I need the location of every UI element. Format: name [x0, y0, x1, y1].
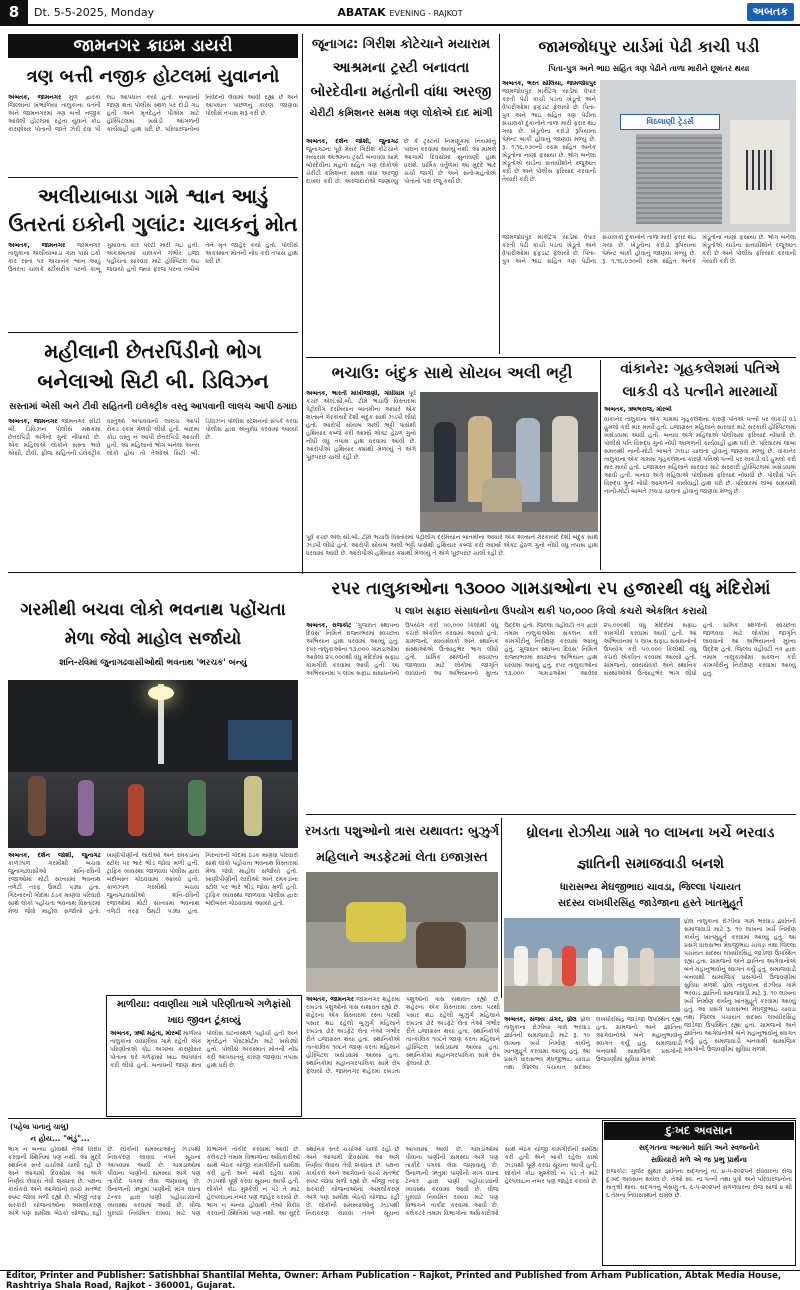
maliya-suicide-body — [110, 1030, 298, 1114]
column-divider — [501, 818, 502, 998]
shop-shutter-photo — [600, 80, 796, 232]
article-text: મુળ દ્વારકા જિલ્લાના ખંભાળિયા તાલુકાના વતની અને જામનગરમાં ત્રણ બત્તી નજીક આવેલી હોટલમાં રહેતા યુવાને કોઇ કારણોસર પોતાની જાતે ઝેરી દવા પી લઇ આપઘાત કર્યો હતો. બનાવની જાણ થતા પોલીસ સ્થળ પર દોડી ગઇ હતી અને મૃતદેહને પીએમ માટે હોસ્પિટલમાં ખસેડી આગળની કાર્યવાહી હાથ ધરી છે. પરિવારજનોના નિવેદનો લેવામાં આવી રહ્યા છે અને આપઘાત પાછળનું કારણ જાણવા પોલીસે તપાસ શરૂ કરી છે. — [8, 94, 298, 133]
headline-line-2: આશ્રમના ટ્રસ્ટી બનાવતા — [332, 60, 470, 76]
article-text: ધ્રોલ તાલુકાના રોઝીયા ગામે ભરવાડ જ્ઞાતિની સમાજવાડી માટે રૂ. ૧૦ લાખના ખર્ચે નિર્માણ કાર્યનું ખાતમુહૂર્ત કરવામાં આવ્યું હતું. આ પ્રસંગે ધારાસભ્ય મેઘજીભાઇ ચાવડા તથા જિલ્લા પંચાયત સદસ્ય લખધીરસિંહ જાડેજા ઉપસ્થિત રહ્યા હતા. ગ્રામજનો અને જ્ઞાતિના આગેવાનોએ બંને મહાનુભાવોનું સ્વાગત કર્યું હતું. સમાજવાડી બનવાથી સામાજિક પ્રસંગોની ઉજવણીમાં સુવિધા મળશે. — [504, 1016, 682, 1071]
imprint-footer: Editor, Printer and Publisher: Satishbhai Shantilal Mehta, Owner: Arham Publication - Rajkot, Printed and Published from Arham Publication, Abtak Media House, Rashtriya Shala Road, Rajkot - 360001, Gujarat. — [0, 1270, 800, 1290]
divider — [8, 177, 298, 178]
article-text: જામનગર તાલુકાના અલીયાબાડા ગામ પાસે ઇકો કાર રસ્તા પર અચાનક શ્વાન આડું ઉતરતા ચાલકે સ્ટીયરીંગ પરનો કાબૂ ગુમાવતા કાર પલ્ટી મારી ગઇ હતી. અકસ્માતમાં ચાલકને ગંભીર ઇજા પહોંચતા સારવાર માટે હોસ્પિટલ લઇ જવાયો હતો જ્યાં ફરજ પરના તબીબે તેને મૃત જાહેર કર્યો હતો. પોલીસે અકસ્માત મોતની નોંધ કરી તપાસ હાથ ધરી છે. — [8, 242, 298, 273]
jamjodhpur-headline: જામજોધપુર યાર્ડમાં પેઢી કાચી પડી — [538, 37, 760, 56]
page-header — [0, 0, 800, 26]
bhachau-headline: ભચાઉ: બંદુક સાથે સોયબ અલી ભટ્ટી — [331, 363, 573, 382]
article-text: વાંકાનેર તાલુકાના એક ગામમાં ગૃહકલેશના કારણે પતિએ પત્ની પર લાકડી વડે હુમલો કરી માર માર્યો હતો. ઇજાગ્રસ્ત મહિલાને સારવાર માટે સરકારી હોસ્પિટલમાં ખસેડવામાં આવી હતી. બનાવ અંગે મહિલાએ પોલીસમાં ફરિયાદ નોંધાવી છે. પોલીસે પતિ વિરુદ્ધ ગુનો નોંધી આગળની કાર્યવાહી હાથ ધરી છે. પરિવારમાં લાંબા સમયથી નાની-મોટી બાબતે ઝઘડા ચાલતા હોવાનું જાણવા મળ્યું છે. — [604, 416, 796, 455]
article-text: રાજકોટ: ગુર્જર સુથાર જ્ઞાતિના સદ્ગતનું તા. ૪-૫-૨૦૨૫ને રવિવારના રોજ દુઃખદ અવસાન થયેલ છે. તેઓ સ્વ. ના પત્ની તથા પુત્રો અને પરિવારજનોના માતૃશ્રી થાય. સદ્ગતનું બેસણું તા. ૬-૫-૨૦૨૫ને મંગળવારના રોજ સાંજે ૪ થી ૬ તેમના નિવાસસ્થાને રાખેલ છે. — [606, 1168, 792, 1199]
column-divider — [600, 360, 601, 570]
wankaner-body — [604, 416, 796, 568]
ground — [504, 986, 680, 1012]
person-figure — [128, 784, 144, 836]
officer-figure — [552, 416, 578, 502]
divider — [8, 332, 298, 333]
article-byline: અબતક, જામનગર — [8, 94, 62, 101]
column-divider — [499, 34, 500, 354]
article-byline: અબતક, ભારતી માખીજાણી, ગાંધીધામ — [306, 390, 405, 397]
obituary-body — [606, 1168, 792, 1262]
obituary-subtitle-1: સદ્ગતના આત્માને શાંતિ અને સ્વજનોને — [638, 1143, 760, 1152]
officer-figure — [434, 422, 456, 502]
article-byline: અબતક, જામનગર — [8, 242, 66, 249]
fraud-woman-body — [8, 418, 298, 566]
headline-line-3: બોરદેવીના મહંતોની વાંધા અરજી — [310, 84, 492, 100]
masthead-title: ABATAK — [337, 5, 386, 19]
junagadh-headline — [306, 34, 496, 134]
person-figure — [562, 946, 576, 986]
bhavnath-crowd-photo — [8, 680, 298, 848]
continued-header: (પહેલા પાનાનું ચાલુ) — [10, 1123, 69, 1131]
hotel-suicide-body — [8, 94, 298, 174]
article-text: જુનાગઢના પૂર્વ મેયર ગિરીશ કોટેચાને મયારામ આશ્રમના ટ્રસ્ટી બનાવવા સામે બોરદેવીના મહંતો સહિત ત્રણ લોકોએ ચેરીટી કમિશનર સમક્ષ વાંધા અરજી દાખલ કરી છે. અરજદારોએ જણાવ્યું છે કે ટ્રસ્ટની નિમણૂકમાં નિયમોનું પાલન કરવામાં આવ્યું નથી. આ મામલે આગામી દિવસોમાં સુનાવણી હાથ ધરાશે. ધાર્મિક વર્તુળમાં આ મુદ્દે ભારે ચર્ચા જાગી છે અને સંતો-મહંતોએ પોતાનો પક્ષ રજૂ કર્યો છે. — [306, 138, 496, 185]
masthead — [0, 6, 800, 19]
jamjodhpur-subheadline: પિતા-પુત્ર અને ભાઇ સહિત ત્રણ પેઢીને તાળા મારીને છૂમંતર થયા — [548, 64, 750, 73]
divider — [8, 1118, 796, 1119]
hotel-suicide-headline: ત્રણ બત્તી નજીક હોટલમાં યુવાનનો — [26, 66, 280, 87]
dhrol-body — [504, 1016, 682, 1114]
page-number: 8 — [0, 0, 28, 25]
foundation-ceremony-photo — [504, 918, 680, 1012]
stray-cattle-headline: રખડતા પશુઓનો ત્રાસ યથાવત: બુઝુર્ગ મહિલાને અડફેટમાં લેતા ઇજાગ્રસ્ત — [304, 823, 500, 864]
article-text: ભાગ ન બન્યા હોવાથી તેઓ વિરોધ કરવાની સ્થિતિમાં પણ નથી. આ મુદ્દે સ્થાનિક સ્તરે ચર્ચાઓ ચાલી રહી છે અને આગામી દિવસોમાં આ અંગે નિર્ણય લેવાય તેવી શક્યતા છે. પક્ષના કાર્યકરો અને આગેવાનો વચ્ચે મતભેદ સ્પષ્ટ જોવા મળી રહ્યો છે. બીજી તરફ સરકારી યોજનાઓના અમલીકરણ અંગે પણ સમીક્ષા બેઠકો યોજાઇ રહી છે. લોકોની સમસ્યાઓનું ઝડપથી નિરાકરણ લાવવા તંત્રને સૂચના આપવામાં આવી છે. ગામડાંઓમાં પીવાના પાણીની સમસ્યા અંગે પણ તાકીદે પગલાં લેવા જણાવાયું છે. ઉનાળાની ઋતુમાં પાણીની માંગ વધતા ટેન્કર દ્વારા પાણી પહોંચાડવાની વ્યવસ્થા કરવામાં આવી છે. વીજ પુરવઠો નિયમિત રાખવા માટે પણ વિભાગને તાકીદ કરવામાં આવી છે. કલેકટરે તમામ વિભાગોના અધિકારીઓ સાથે બેઠક યોજી કામગીરીની સમીક્ષા કરી હતી અને બાકી રહેલા કામો ઝડપથી પૂર્ણ કરવા સૂચના આપી હતી. લોકોને કોઇ મુશ્કેલી ન પડે તે માટે હેલ્પલાઇન નંબર પણ જાહેર કરાયો છે. — [8, 1146, 300, 1217]
temple-cleanliness-headline: રપર તાલુકાઓના ૧૩૦૦૦ ગામડાઓના ર૫ હજારથી વધુ મંદિરોમાં — [331, 579, 771, 599]
issue-date: Dt. 5-5-2025, Monday — [34, 5, 155, 19]
continued-body — [8, 1146, 598, 1266]
article-text: કાળઝાળ ગરમીથી બચવા જુનાગઢવાસીઓ શનિ-રવિની રજાઓમાં મોટી સંખ્યામાં ભવનાથ તળેટી તરફ ઉમટી પડ્યા હતા. ગિરનારની ગોદમાં ઠંડક માણવા પરિવારો સાથે લોકો પહોંચતા ભવનાથ વિસ્તારમાં મેળા જેવો માહોલ સર્જાયો હતો. ખાણીપીણીની લારીઓ અને રમકડાંના સ્ટોલ પર ભારે ભીડ જોવા મળી હતી. ટ્રાફિક વ્યવસ્થા જાળવવા પોલીસ દ્વારા બંદોબસ્ત ગોઠવવામાં આવ્યો હતો. — [106, 852, 298, 915]
article-text: જામનગર શહેરમાં રખડતા પશુઓનો ત્રાસ યથાવત રહ્યો છે. શહેરના એક વિસ્તારમાં રસ્તા પરથી પસાર થઇ રહેલી બુઝુર્ગ મહિલાને રખડતા ઢોરે અડફેટે લેતા તેઓ ગંભીર રીતે ઇજાગ્રસ્ત થયા હતા. સ્થાનિકોએ તાત્કાલિક ૧૦૮ને જાણ કરતા મહિલાને હોસ્પિટલ ખસેડવામાં આવ્યા હતા. સ્થાનિકોમાં મહાનગરપાલિકા સામે રોષ ફેલાયો છે. — [335, 996, 500, 1075]
article-byline: અબતક, જામનગર — [306, 996, 354, 1003]
rickshaw — [346, 902, 406, 942]
article-text: ધ્રોલ તાલુકાના રોઝીયા ગામે ભરવાડ જ્ઞાતિની સમાજવાડી માટે રૂ. ૧૦ લાખના ખર્ચે નિર્માણ કાર્યનું ખાતમુહૂર્ત કરવામાં આવ્યું હતું. આ પ્રસંગે ધારાસભ્ય મેઘજીભાઇ ચાવડા તથા જિલ્લા પંચાયત સદસ્ય લખધીરસિંહ જાડેજા ઉપસ્થિત રહ્યા હતા. ગ્રામજનો અને જ્ઞાતિના આગેવાનોએ બંને મહાનુભાવોનું સ્વાગત કર્યું હતું. સમાજવાડી બનવાથી સામાજિક પ્રસંગોની ઉજવણીમાં સુવિધા મળશે. — [684, 918, 796, 989]
cattle — [416, 922, 466, 972]
aliyabada-accident-body — [8, 242, 298, 328]
temple-cleanliness-subheadline: ૫ લાખ સફાઇ સંસાધનોના ઉપયોગ થકી ૫૦,૦૦૦ કિલો કચરો એકત્રિત કરાયો — [394, 606, 708, 617]
article-text: વાંકાનેર તાલુકાના એક ગામમાં ગૃહકલેશના કારણે પતિએ પત્ની પર લાકડી વડે હુમલો કરી માર માર્યો હતો. ઇજાગ્રસ્ત મહિલાને સારવાર માટે સરકારી હોસ્પિટલમાં ખસેડવામાં આવી હતી. બનાવ અંગે મહિલાએ પોલીસમાં ફરિયાદ નોંધાવી છે. પોલીસે પતિ વિરુદ્ધ ગુનો નોંધી આગળની કાર્યવાહી હાથ ધરી છે. પરિવારમાં લાંબા સમયથી નાની-મોટી બાબતે ઝઘડા ચાલતા હોવાનું જાણવા મળ્યું છે. — [604, 448, 796, 495]
shop-sign: વિઠલાણી ટ્રેડર્સ — [620, 114, 720, 130]
person-figure — [514, 946, 528, 986]
column-divider — [302, 34, 303, 574]
floor — [420, 512, 598, 532]
headline-line-4: ચેરીટી કમિશનર સમક્ષ ત્રણ લોકોએ દાદ માંગી — [309, 108, 493, 119]
dhrol-samajwadi-headline: ધ્રોલના રોઝીયા ગામે ૧૦ લાખના ખર્ચે ભરવાડ જ્ઞાતિની સમાજવાડી બનશે — [526, 825, 775, 872]
article-text: 'ગુજરાત સ્થાપના દિવસ' નિમિત્તે રાજ્યભરમાં સ્વચ્છતા અભિયાન હાથ ધરવામાં આવ્યું હતું. રપર તાલુકાઓના ૧૩,૦૦૦ ગામડાઓમાં આવેલા ૨૫,૦૦૦થી વધુ મંદિરોમાં સફાઇ કામગીરી કરવામાં આવી હતી. આ અભિયાનમાં ૫ લાખ સફાઇ સંસાધનોનો ઉપયોગ કરી ૫૦,૦૦૦ કિલોથી વધુ કચરો એકત્રિત કરવામાં આવ્યો હતો. ગ્રામજનો, સ્વયંસેવકો અને સ્થાનિક સંસ્થાઓએ ઉત્સાહભેર ભાગ લીધો હતો. ધાર્મિક સ્થળોની સ્વચ્છતા જાળવવા માટે લોકોમાં જાગૃતિ લાવવાનો આ અભિયાનનો મુખ્ય ઉદ્દેશ હતો. જિલ્લા વહીવટી તંત્ર દ્વારા તમામ તાલુકાઓમાં સંકલન કરી કામગીરીનું નિરીક્ષણ કરવામાં આવ્યું હતું. — [306, 622, 598, 677]
person-figure — [28, 776, 46, 836]
wankaner-headline: વાંકાનેર: ગૃહકલેશમાં પતિએ લાકડી વડે પત્નીને મારમાર્યો — [620, 361, 780, 400]
dhrol-body-right — [684, 918, 796, 1114]
article-text: જામજોધપુર માર્કેટિંગ યાર્ડમાં વેપાર કરતી પેઢી કાચી પડતા ખેડૂતો અને વેપારીઓમાં ફફડાટ ફેલાયો છે. પિતા-પુત્ર અને ભાઇ સહિત ત્રણ પેઢીના સંચાલકો દુકાનોને તાળા મારી ફરાર થઇ ગયા છે. ખેડૂતોના કરોડો રૂપિયાના પેમેન્ટ બાકી હોવાનું જાણવા મળ્યું છે. રૂ. ૧,૧૬,૦૭૦ની રકમ સહિત અનેક ખેડૂતોના નાણાં ફસાયા છે. ભોગ બનેલા ખેડૂતોએ યાર્ડના સત્તાધીશોને રજૂઆત કરી છે અને પોલીસ ફરિયાદ કરવાની તૈયારી કરી છે. — [502, 88, 596, 183]
publication-logo: અબતક — [747, 3, 795, 21]
dhrol-subheadline-1: ધારાસભ્ય મેઘજીભાઇ ચાવડા, જિલ્લા પંચાયત — [559, 882, 741, 893]
article-text: જામનગર શહેરમાં રખડતા પશુઓનો ત્રાસ યથાવત રહ્યો છે. શહેરના એક વિસ્તારમાં રસ્તા પરથી પસાર થઇ રહેલી બુઝુર્ગ મહિલાને રખડતા ઢોરે અડફેટે લેતા તેઓ ગંભીર રીતે ઇજાગ્રસ્ત થયા હતા. સ્થાનિકોએ તાત્કાલિક ૧૦૮ને જાણ કરતા મહિલાને હોસ્પિટલ ખસેડવામાં આવ્યા હતા. સ્થાનિકોમાં મહાનગરપાલિકા સામે રોષ ફેલાયો છે. — [306, 996, 400, 1075]
accused-figure — [482, 478, 522, 514]
article-text: પૂર્વ કચ્છ એલ.સી.બી. ટીમે ભચાઉ વિસ્તારમાં પેટ્રોલીંગ દરમિયાન બાતમીના આધારે એક શખ્સને ગેરકાયદે દેશી બંદુક સાથે ઝડપી લીધો હતો. આરોપી સોયબ અલી ભટ્ટી પાસેથી હથિયાર કબ્જે કરી આર્મ્સ એક્ટ હેઠળ ગુનો નોંધી વધુ તપાસ હાથ ધરવામાં આવી છે. આરોપીએ હથિયાર ક્યાંથી મેળવ્યું તે અંગે પૂછપરછ ચાલી રહી છે. — [306, 534, 598, 557]
window-grill — [746, 150, 776, 190]
street-light — [148, 686, 174, 700]
aliyabada-accident-headline: અલીયાબાડા ગામે શ્વાન આડું ઉતરતાં ઇકોની ગુલાંટ: ચાલકનું મોત — [8, 184, 298, 236]
dhrol-subheadline-2: સદસ્ય લખધીરસિંહ જાડેજાના હસ્તે ખાતમુહૂર્ત — [558, 898, 743, 909]
fraud-woman-subheadline: સસ્તામાં એસી અને ટીવી સહિતની ઇલેક્ટ્રીક વસ્તુ આપવાની લાલચ આપી ઠગાઇ — [9, 402, 297, 412]
fraud-woman-headline: મહીલાની છેતરપિંડીનો ભોગ બનેલાઓ સિટી બી. ડિવિઝન — [37, 339, 269, 393]
article-text: જામજોધપુર માર્કેટિંગ યાર્ડમાં વેપાર કરતી પેઢી કાચી પડતા ખેડૂતો અને વેપારીઓમાં ફફડાટ ફેલાયો છે. પિતા-પુત્ર અને ભાઇ સહિત ત્રણ પેઢીના સંચાલકો દુકાનોને તાળા મારી ફરાર થઇ ગયા છે. ખેડૂતોના કરોડો રૂપિયાના પેમેન્ટ બાકી હોવાનું જાણવા મળ્યું છે. રૂ. ૧,૧૬,૦૭૦ની રકમ સહિત અનેક ખેડૂતોના નાણાં ફસાયા છે. ભોગ બનેલા ખેડૂતોએ યાર્ડના સત્તાધીશોને રજૂઆત કરી છે અને પોલીસ ફરિયાદ કરવાની તૈયારી કરી છે. — [502, 234, 796, 265]
injured-woman-photo — [306, 872, 498, 992]
rolling-shutter — [636, 134, 722, 224]
article-text: ભાગ ન બન્યા હોવાથી તેઓ વિરોધ કરવાની સ્થિતિમાં પણ નથી. આ મુદ્દે સ્થાનિક સ્તરે ચર્ચાઓ ચાલી રહી છે અને આગામી દિવસોમાં આ અંગે નિર્ણય લેવાય તેવી શક્યતા છે. પક્ષના કાર્યકરો અને આગેવાનો વચ્ચે મતભેદ સ્પષ્ટ જોવા મળી રહ્યો છે. બીજી તરફ સરકારી યોજનાઓના અમલીકરણ અંગે પણ સમીક્ષા બેઠકો યોજાઇ રહી છે. લોકોની સમસ્યાઓનું ઝડપથી નિરાકરણ લાવવા તંત્રને સૂચના આપવામાં આવી છે. ગામડાંઓમાં પીવાના પાણીની સમસ્યા અંગે પણ તાકીદે પગલાં લેવા જણાવાયું છે. ઉનાળાની ઋતુમાં પાણીની માંગ વધતા ટેન્કર દ્વારા પાણી પહોંચાડવાની વ્યવસ્થા કરવામાં આવી છે. વીજ પુરવઠો નિયમિત રાખવા માટે પણ વિભાગને તાકીદ કરવામાં આવી છે. કલેકટરે તમામ વિભાગોના અધિકારીઓ સાથે બેઠક યોજી કામગીરીની સમીક્ષા કરી હતી અને બાકી રહેલા કામો ઝડપથી પૂર્ણ કરવા સૂચના આપી હતી. લોકોને કોઇ મુશ્કેલી ન પડે તે માટે હેલ્પલાઇન નંબર પણ જાહેર કરાયો છે. — [206, 1146, 598, 1217]
stray-cattle-body — [306, 996, 500, 1114]
article-text: ધ્રોલ તાલુકાના રોઝીયા ગામે ભરવાડ જ્ઞાતિની સમાજવાડી માટે રૂ. ૧૦ લાખના ખર્ચે નિર્માણ કાર્યનું ખાતમુહૂર્ત કરવામાં આવ્યું હતું. આ પ્રસંગે ધારાસભ્ય મેઘજીભાઇ ચાવડા તથા જિલ્લા પંચાયત સદસ્ય લખધીરસિંહ જાડેજા ઉપસ્થિત રહ્યા હતા. ગ્રામજનો અને જ્ઞાતિના આગેવાનોએ બંને મહાનુભાવોનું સ્વાગત કર્યું હતું. સમાજવાડી બનવાથી સામાજિક પ્રસંગોની ઉજવણીમાં સુવિધા મળશે. — [684, 982, 796, 1053]
arrest-photo — [420, 392, 598, 532]
crime-diary-banner: જામનગર ક્રાઇમ ડાયરી — [8, 34, 298, 58]
article-byline: અબતક, રાજકોટ — [306, 622, 352, 629]
divider — [306, 814, 796, 815]
masthead-subtitle: EVENING - RAJKOT — [389, 8, 463, 18]
person-figure — [614, 946, 628, 986]
article-byline: અબતક, સંજય ડાંગર, ધ્રોલ — [504, 1016, 577, 1023]
obituary-subtitle-2: સધિયારો મળે એ જ પ્રભુ પ્રાર્થના — [651, 1155, 747, 1164]
article-text: 'ગુજરાત સ્થાપના દિવસ' નિમિત્તે રાજ્યભરમાં સ્વચ્છતા અભિયાન હાથ ધરવામાં આવ્યું હતું. રપર તાલુકાઓના ૧૩,૦૦૦ ગામડાઓમાં આવેલા ૨૫,૦૦૦થી વધુ મંદિરોમાં સફાઇ કામગીરી કરવામાં આવી હતી. આ અભિયાનમાં ૫ લાખ સફાઇ સંસાધનોનો ઉપયોગ કરી ૫૦,૦૦૦ કિલોથી વધુ કચરો એકત્રિત કરવામાં આવ્યો હતો. ગ્રામજનો, સ્વયંસેવકો અને સ્થાનિક સંસ્થાઓએ ઉત્સાહભેર ભાગ લીધો હતો. ધાર્મિક સ્થળોની સ્વચ્છતા જાળવવા માટે લોકોમાં જાગૃતિ લાવવાનો આ અભિયાનનો મુખ્ય ઉદ્દેશ હતો. જિલ્લા વહીવટી તંત્ર દ્વારા તમામ તાલુકાઓમાં સંકલન કરી કામગીરીનું નિરીક્ષણ કરવામાં આવ્યું હતું. — [504, 622, 796, 677]
bhavnath-subheadline: શનિ-રવિમાં જુનાગઢવાસીઓથી ભવનાથ 'ભરચક' બન્યું — [59, 658, 247, 668]
road — [306, 968, 498, 992]
article-text: કાળઝાળ ગરમીથી બચવા જુનાગઢવાસીઓ શનિ-રવિની રજાઓમાં મોટી સંખ્યામાં ભવનાથ તળેટી તરફ ઉમટી પડ્યા હતા. ગિરનારની ગોદમાં ઠંડક માણવા પરિવારો સાથે લોકો પહોંચતા ભવનાથ વિસ્તારમાં મેળા જેવો માહોલ સર્જાયો હતો. ખાણીપીણીની લારીઓ અને રમકડાંના સ્ટોલ પર ભારે ભીડ જોવા મળી હતી. ટ્રાફિક વ્યવસ્થા જાળવવા પોલીસ દ્વારા બંદોબસ્ત ગોઠવવામાં આવ્યો હતો. — [8, 852, 200, 915]
article-text: માળીયા તાલુકાના વવાણીયા ગામે રહેતી એક પરિણીતાએ કોઇ અગમ્ય કારણોસર પોતાના ઘરે ગળેફાંસો ખાઇ આપઘાત કરી લીધો હતો. બનાવની જાણ થતા પોલીસ ઘટનાસ્થળે પહોંચી હતી અને મૃતદેહને પોસ્ટમોર્ટમ માટે ખસેડ્યો હતો. પોલીસે અકસ્માત મોતની નોંધ કરી આપઘાતનું કારણ જાણવા તપાસ હાથ ધરી છે. — [110, 1030, 298, 1069]
person-figure — [588, 948, 602, 986]
bhavnath-body — [8, 852, 298, 1000]
person-figure — [538, 948, 552, 986]
maliya-suicide-headline: માળીયા: વવાણીયા ગામે પરિણીતાએ ગળેફાંસો ખાઇ જીવન ટૂંકાવ્યું — [117, 999, 291, 1026]
article-byline: અબતક, દર્શન જોશી, જુનાગઢ — [8, 852, 101, 859]
divider — [8, 572, 796, 573]
bhavnath-headline: ગરમીથી બચવા લોકો ભવનાથ પહોંચતા મેળા જેવો માહોલ સર્જાયો — [20, 600, 286, 649]
article-text: પૂર્વ કચ્છ એલ.સી.બી. ટીમે ભચાઉ વિસ્તારમાં પેટ્રોલીંગ દરમિયાન બાતમીના આધારે એક શખ્સને ગેરકાયદે દેશી બંદુક સાથે ઝડપી લીધો હતો. આરોપી સોયબ અલી ભટ્ટી પાસેથી હથિયાર કબ્જે કરી આર્મ્સ એક્ટ હેઠળ ગુનો નોંધી વધુ તપાસ હાથ ધરવામાં આવી છે. આરોપીએ હથિયાર ક્યાંથી મેળવ્યું તે અંગે પૂછપરછ ચાલી રહી છે. — [306, 390, 416, 461]
headline-line-1: જૂનાગઢ: ગિરીશ કોટેચાને મયારામ — [311, 37, 491, 52]
person-figure — [78, 780, 94, 836]
bhachau-body-left — [306, 390, 416, 530]
junagadh-body — [306, 138, 496, 354]
article-text: જામનગર સીટી બી. ડિવિઝન પોલીસ મથકમાં છેતરપિંડી અંગેનો ગુનો નોંધાયો છે. એક મહિલાએ લોકોને સસ્તા ભાવે એસી, ટીવી, ફ્રીજ સહિતની ઇલેક્ટ્રીક વસ્તુઓ અપાવવાની લાલચ આપી રોકડ રકમ મેળવી લીધી હતી. બાદમાં કોઇ વસ્તુ ન આપી છેતરપિંડી આચરી હતી. આ મહિલાનો ભોગ બનેલા અન્ય લોકો હોય તો તેઓએ સિટી બી. ડિવિઝન પોલીસ સ્ટેશનનો સંપર્ક કરવા પોલીસ દ્વારા અનુરોધ કરવામાં આવ્યો છે. — [8, 418, 298, 457]
obituary-banner: દુઃખદ અવસાન — [604, 1122, 794, 1140]
article-byline: અબતક, દર્શન જોશી, જુનાગઢ — [306, 138, 398, 145]
stall-canopy — [228, 720, 292, 760]
jamjodhpur-body-left — [502, 80, 596, 230]
person-figure — [188, 780, 206, 836]
continued-subhead: ન હોય... "ભંડું"... — [30, 1134, 90, 1143]
article-byline: અબતક, ઋષભરાજ, મોરબી — [604, 406, 672, 413]
article-byline: અબતક, ઋષી મહેતા, મોરબી — [110, 1030, 181, 1037]
temple-cleanliness-body — [306, 622, 796, 810]
person-figure — [244, 776, 262, 836]
article-byline: અબતક, ભરત સોલિયા, જામજોધપુર — [502, 80, 596, 87]
article-byline: અબતક, જામનગર — [8, 418, 58, 425]
bhachau-body-bottom — [306, 534, 598, 568]
jamjodhpur-body — [502, 234, 796, 354]
person-figure — [640, 948, 654, 986]
